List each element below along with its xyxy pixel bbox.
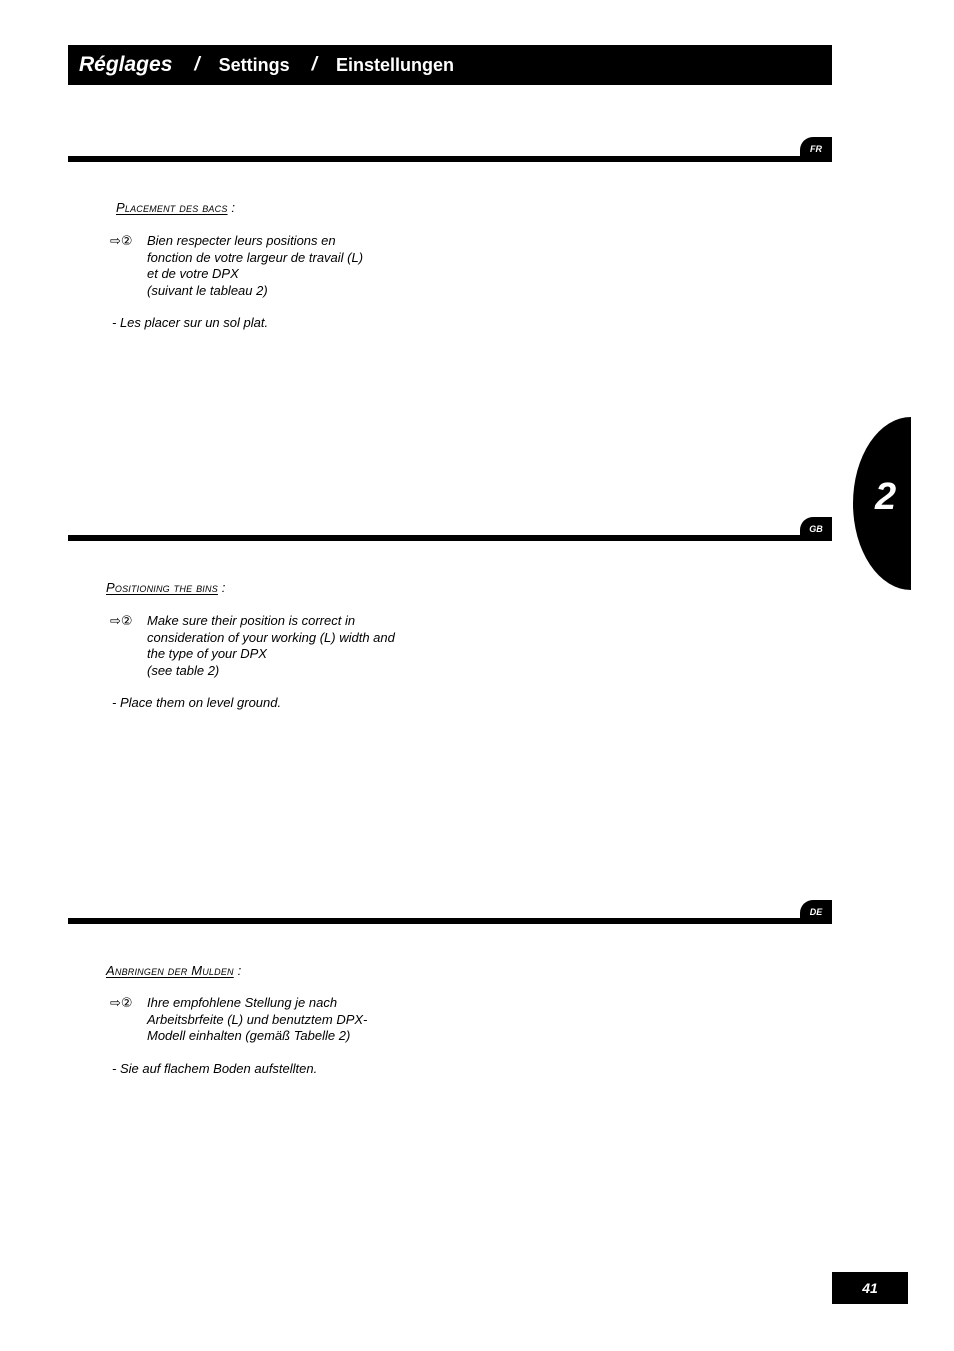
dash-item-fr: - Les placer sur un sol plat. xyxy=(112,315,269,330)
arrow-circled-2-icon: ⇨② xyxy=(110,233,133,248)
dash-item-gb: - Place them on level ground. xyxy=(112,695,282,710)
lang-tab-fr: FR xyxy=(800,137,832,159)
section-heading-fr xyxy=(116,200,235,215)
instruction-item-de: Ihre empfohlene Stellung je nach Arbeitsbrfeite (L) und benutztem DPX- Modell einhalten (gemäß Tabelle 2) xyxy=(147,995,368,1043)
page-number: 41 xyxy=(832,1272,908,1304)
header-title-en: Settings xyxy=(218,54,290,75)
lang-tab-gb: GB xyxy=(800,517,832,539)
section-rule-gb xyxy=(68,535,832,541)
section-heading-de-text: Anbringen der Mulden xyxy=(106,963,234,978)
section-heading-gb-text: Positioning the bins xyxy=(106,580,218,595)
section-heading-de-colon: : xyxy=(237,963,242,978)
instruction-item-fr: Bien respecter leurs positions en fonction de votre largeur de travail (L) et de votre DPX (suivant le tableau 2) xyxy=(147,233,364,298)
section-heading-gb-colon: : xyxy=(221,580,226,595)
dash-item-de: - Sie auf flachem Boden aufstellten. xyxy=(112,1061,318,1076)
arrow-circled-2-icon: ⇨② xyxy=(110,613,133,628)
header-title-de: Einstellungen xyxy=(335,54,454,75)
instruction-item-gb: Make sure their position is correct in consideration of your working (L) width and the type of your DPX (see table 2) xyxy=(147,613,395,678)
chapter-number: 2 xyxy=(875,476,897,518)
page-header-bar xyxy=(68,45,832,85)
header-title-fr: Réglages xyxy=(79,53,173,76)
section-heading-fr-colon: : xyxy=(231,200,236,215)
arrow-circled-2-icon: ⇨② xyxy=(110,995,133,1010)
section-heading-fr-text: Placement des bacs xyxy=(116,200,228,215)
header-separator-1: / xyxy=(194,54,200,75)
section-heading-gb xyxy=(106,580,226,595)
section-rule-fr xyxy=(68,156,832,162)
section-heading-de xyxy=(106,963,241,978)
section-rule-de xyxy=(68,918,832,924)
lang-tab-de: DE xyxy=(800,900,832,922)
header-separator-2: / xyxy=(311,54,317,75)
